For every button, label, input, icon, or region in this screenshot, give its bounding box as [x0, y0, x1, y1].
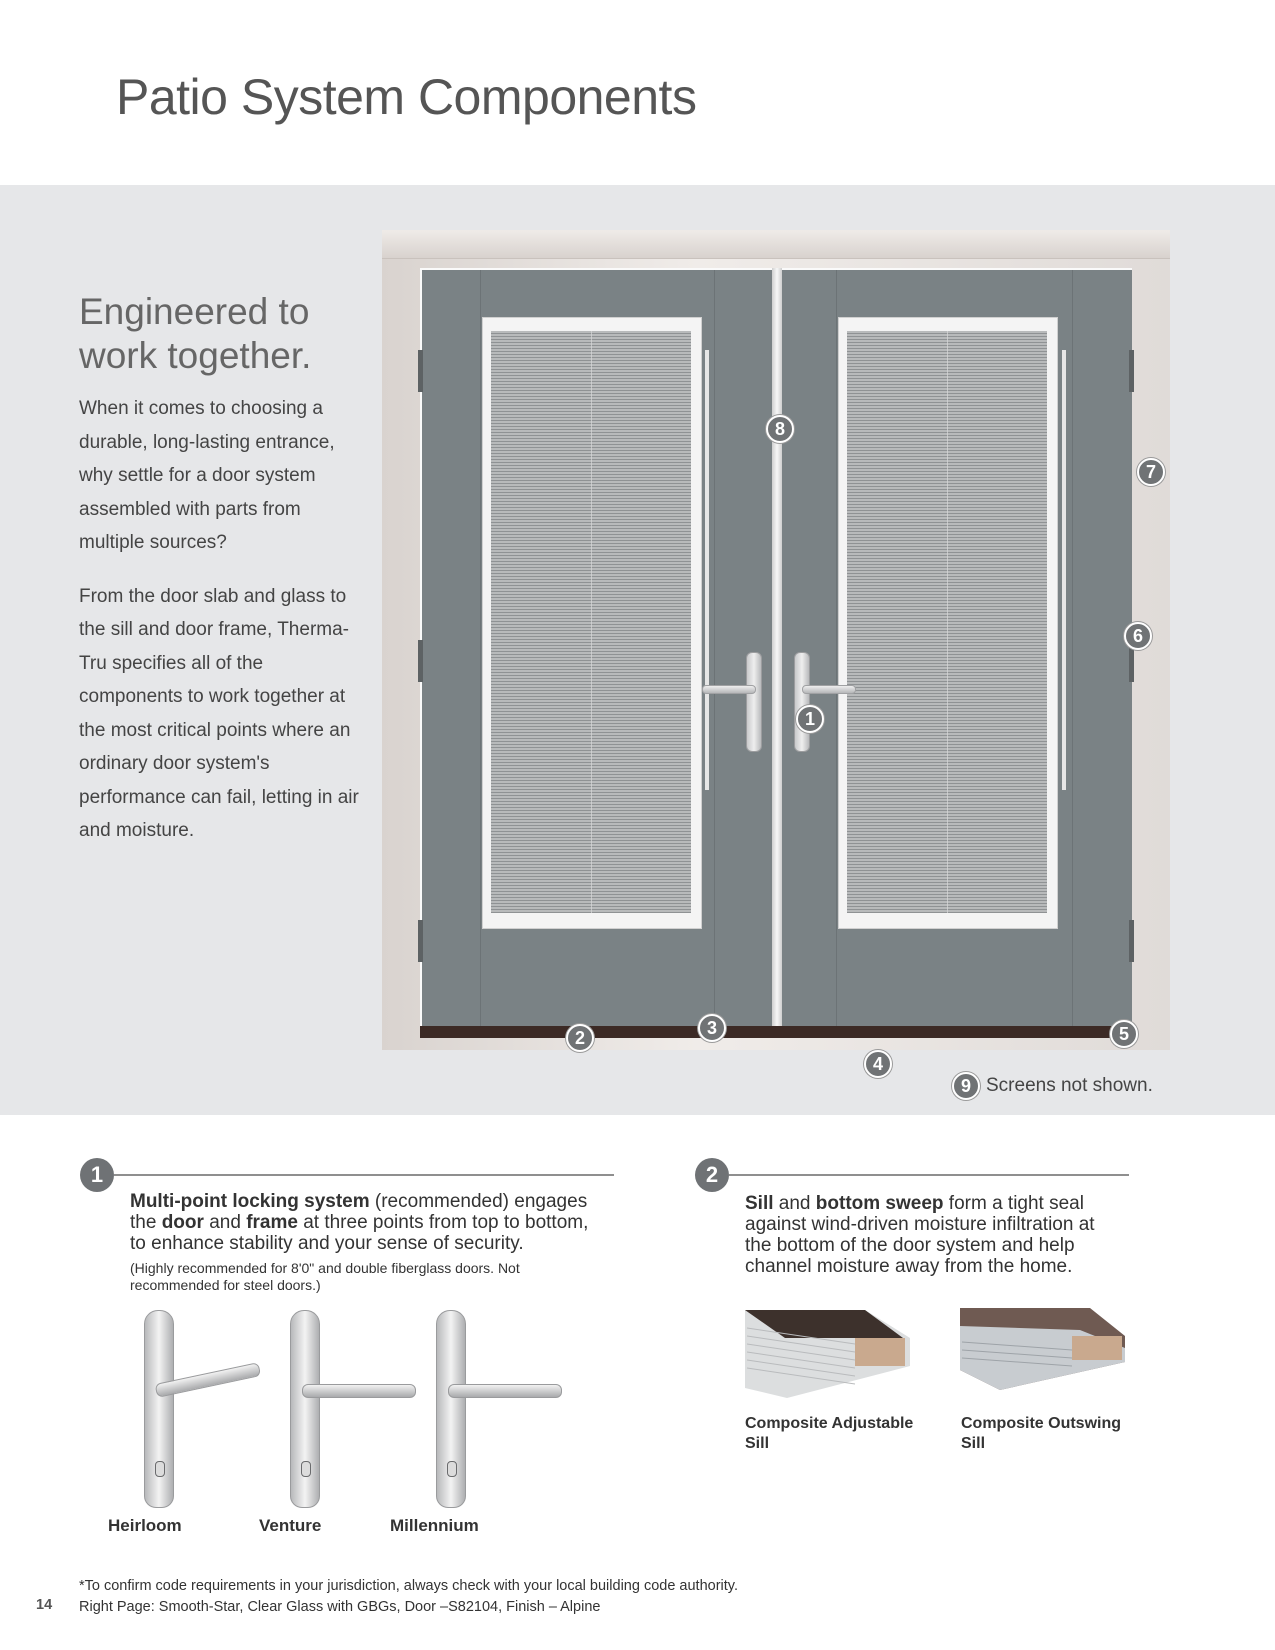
blind-wand [705, 350, 709, 790]
handle-lever [448, 1384, 562, 1398]
page-number: 14 [36, 1597, 53, 1613]
composite-adjustable-sill-icon [745, 1308, 910, 1398]
hinge [418, 350, 423, 392]
intro-paragraph-2: From the door slab and glass to the sill and door frame, Therma-Tru specifies all of the components to work together at the most critical points where an ordinary door system's performance can fail, letting in air and moisture. [79, 585, 359, 841]
right-blinds [847, 331, 1047, 913]
left-door-slab [422, 270, 772, 1038]
desc-bold: frame [246, 1212, 298, 1233]
screens-note-text: Screens not shown. [986, 1075, 1153, 1096]
door-opening [420, 268, 1132, 1038]
desc-bold: Multi-point locking system [130, 1191, 370, 1212]
blind-wand [1062, 350, 1066, 790]
left-handle-plate [746, 652, 762, 752]
callout-9: 9 [952, 1072, 980, 1100]
astragal [772, 268, 782, 1038]
left-lever [702, 685, 756, 694]
sill-strip [420, 1026, 1132, 1038]
desc-text: form a tight seal against wind-driven moisture infiltration at the bottom of the door system and help channel moisture away from the home. [745, 1193, 1095, 1277]
footnote-right-page: Right Page: Smooth-Star, Clear Glass with GBGs, Door –S82104, Finish – Alpine [79, 1599, 601, 1615]
screens-note [952, 1072, 1153, 1100]
desc-text: (recommended) engages the [130, 1191, 588, 1233]
door-system-illustration [382, 230, 1170, 1050]
feature-number-2: 2 [695, 1158, 729, 1192]
intro-paragraph-1: When it comes to choosing a durable, long-lasting entrance, why settle for a door system assembled with parts from multiple sources? [79, 398, 335, 553]
sill-label-outswing: Composite Outswing Sill [961, 1415, 1121, 1452]
keyhole-icon [447, 1461, 457, 1477]
callout-7: 7 [1137, 458, 1165, 486]
handle-plate [144, 1310, 174, 1508]
desc-bold: bottom sweep [815, 1193, 944, 1214]
heirloom-handle-icon [94, 1310, 244, 1520]
page-title: Patio System Components [116, 69, 697, 125]
callout-6: 6 [1124, 622, 1152, 650]
handle-plate [290, 1310, 320, 1508]
callout-2: 2 [566, 1024, 594, 1052]
feature-number-1: 1 [80, 1158, 114, 1192]
handle-label-venture: Venture [259, 1516, 322, 1535]
right-door-slab [782, 270, 1132, 1038]
stile-line [480, 270, 481, 1038]
right-handle-plate [794, 652, 810, 752]
right-glass-frame [838, 317, 1058, 929]
intro-block [79, 290, 359, 868]
desc-text: and [773, 1193, 816, 1214]
venture-handle-icon [240, 1310, 390, 1520]
keyhole-icon [155, 1461, 165, 1477]
keyhole-icon [301, 1461, 311, 1477]
stile-line [836, 270, 837, 1038]
callout-4: 4 [864, 1050, 892, 1078]
blind-cord [591, 331, 592, 913]
callout-1: 1 [796, 705, 824, 733]
hinge [418, 920, 423, 962]
desc-text: at three points from top to bottom, to enhance stability and your sense of security. [130, 1212, 589, 1254]
hinge [418, 640, 423, 682]
handle-plate [436, 1310, 466, 1508]
desc-bold: door [161, 1212, 204, 1233]
head-trim [382, 230, 1170, 259]
callout-3: 3 [698, 1014, 726, 1042]
handle-label-millennium: Millennium [390, 1516, 479, 1535]
millennium-handle-icon [386, 1310, 536, 1520]
composite-outswing-sill-icon [960, 1308, 1125, 1398]
callout-5: 5 [1110, 1020, 1138, 1048]
divider [729, 1174, 1129, 1176]
intro-heading: Engineered to work together. [79, 291, 312, 376]
left-glass-frame [482, 317, 702, 929]
desc-text: and [203, 1212, 247, 1233]
footnotes [79, 1576, 738, 1618]
left-blinds [491, 331, 691, 913]
sill-label-adjustable: Composite Adjustable Sill [745, 1415, 914, 1452]
feature-1-note: (Highly recommended for 8'0" and double fiberglass doors. Not recommended for steel doors.) [130, 1260, 520, 1293]
blind-cord [947, 331, 948, 913]
feature-2-description [745, 1193, 1105, 1277]
footnote-code: *To confirm code requirements in your jurisdiction, always check with your local building code authority. [79, 1578, 738, 1594]
handle-label-heirloom: Heirloom [108, 1516, 182, 1535]
desc-bold: Sill [745, 1193, 774, 1214]
hinge [1129, 920, 1134, 962]
divider [114, 1174, 614, 1176]
stile-line [714, 270, 715, 1038]
hinge [1129, 350, 1134, 392]
callout-8: 8 [766, 415, 794, 443]
feature-1-description [130, 1191, 600, 1254]
right-lever [802, 685, 856, 694]
stile-line [1072, 270, 1073, 1038]
